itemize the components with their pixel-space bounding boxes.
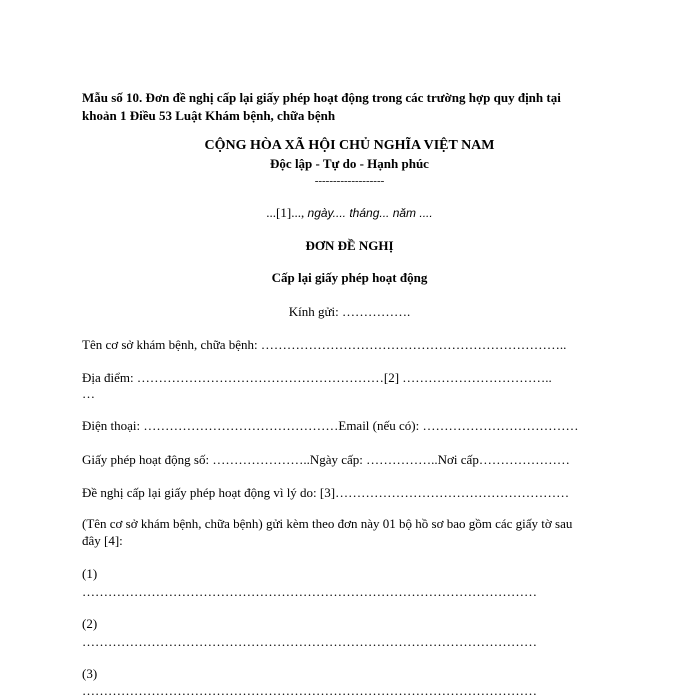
phone-email-field: Điện thoại: ………………………………………Email (nếu có): ……………………………… <box>82 418 579 433</box>
recipient-line: Kính gửi: ……………. <box>288 304 411 319</box>
document-subtitle: Cấp lại giấy phép hoạt động <box>271 270 428 285</box>
item-label-1: (1) <box>82 566 98 581</box>
item-dots-1: …………………………………………………………………………………………… <box>82 584 537 599</box>
item-label-3: (3) <box>82 666 98 681</box>
document-title: ĐƠN ĐỀ NGHỊ <box>305 238 394 253</box>
attachment-intro-continuation: đây [4]: <box>82 533 123 548</box>
date-line <box>82 205 617 221</box>
date-placeholder: ngày.... tháng... năm .... <box>304 206 433 220</box>
national-motto: Độc lập - Tự do - Hạnh phúc <box>270 156 429 171</box>
form-title-line-2: khoản 1 Điều 53 Luật Khám bệnh, chữa bệnh <box>82 108 336 123</box>
national-name: CỘNG HÒA XÃ HỘI CHỦ NGHĨA VIỆT NAM <box>204 138 495 153</box>
facility-name-field: Tên cơ sở khám bệnh, chữa bệnh: …………………………………………………………….. <box>82 337 567 352</box>
attachment-intro: (Tên cơ sở khám bệnh, chữa bệnh) gửi kèm theo đơn này 01 bộ hồ sơ bao gồm các giấy tờ sau <box>82 516 573 531</box>
item-label-2: (2) <box>82 616 98 631</box>
item-dots-3: …………………………………………………………………………………………… <box>82 683 537 698</box>
form-title <box>82 89 617 125</box>
address-field: Địa điểm: …………………………………………………[2] …………………………….. <box>82 370 552 385</box>
reason-field: Đề nghị cấp lại giấy phép hoạt động vì lý do: [3]……………………………………………… <box>82 485 570 500</box>
place-placeholder: ...[1]..., <box>266 205 305 220</box>
item-dots-2: …………………………………………………………………………………………… <box>82 634 537 649</box>
header-separator: ------------------- <box>314 175 385 187</box>
form-title-line-1: Mẫu số 10. Đơn đề nghị cấp lại giấy phép hoạt động trong các trường hợp quy định tại <box>82 90 561 105</box>
document-page <box>82 0 617 700</box>
license-info-field: Giấy phép hoạt động số: …………………..Ngày cấp: ……………..Nơi cấp………………… <box>82 452 570 467</box>
address-field-continuation: … <box>82 386 95 401</box>
